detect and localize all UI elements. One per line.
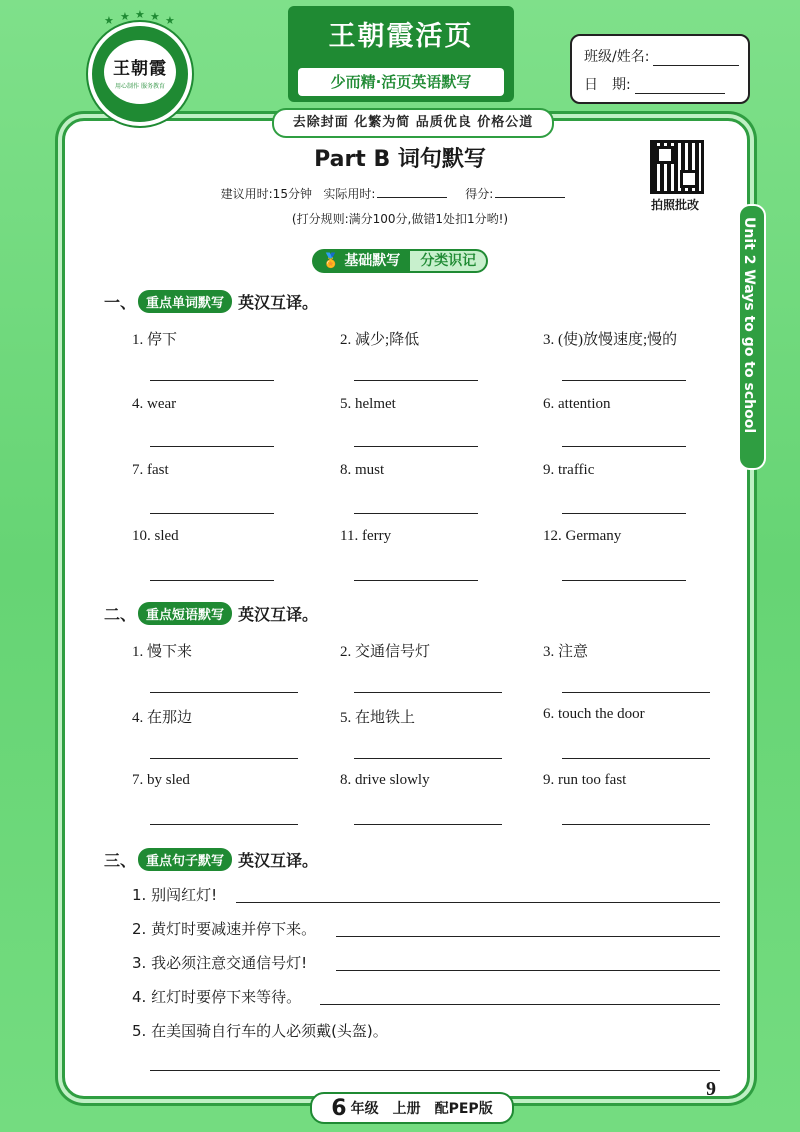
list-item: 8. drive slowly — [340, 772, 430, 788]
section-number: 一、 — [104, 293, 137, 312]
answer-blank[interactable] — [150, 513, 274, 514]
answer-blank[interactable] — [562, 580, 686, 581]
answer-blank[interactable] — [336, 936, 720, 937]
slogan-strip: 去除封面 化繁为简 品质优良 价格公道 — [272, 108, 554, 138]
banner-subtitle: 少而精·活页英语默写 — [298, 68, 504, 96]
actual-time-label: 实际用时: — [323, 187, 376, 201]
list-item: 6. attention — [543, 396, 611, 412]
answer-blank[interactable] — [150, 1070, 720, 1071]
answer-blank[interactable] — [562, 513, 686, 514]
list-item: 2. 交通信号灯 — [340, 644, 431, 660]
list-item: 1. 慢下来 — [132, 644, 193, 660]
pill-right: 分类识记 — [410, 249, 488, 273]
section-tag: 重点单词默写 — [138, 290, 232, 313]
section-heading — [104, 290, 318, 313]
star-icon: ★ — [120, 10, 130, 23]
grade-number: 6 — [331, 1095, 347, 1121]
answer-blank[interactable] — [236, 902, 720, 903]
section-tag: 重点短语默写 — [138, 602, 232, 625]
sentence-item: 3. 我必须注意交通信号灯! — [132, 954, 308, 972]
star-icon: ★ — [165, 14, 175, 27]
qr-label: 拍照批改 — [650, 198, 699, 212]
list-item: 5. 在地铁上 — [340, 710, 416, 726]
top-banner — [288, 6, 514, 102]
section-number: 三、 — [104, 851, 137, 870]
logo-text: 王朝霞 — [113, 59, 167, 79]
date-row[interactable] — [584, 74, 725, 94]
grade-text: 年级 上册 配PEP版 — [350, 1101, 493, 1117]
class-name-row[interactable] — [584, 46, 739, 66]
answer-blank[interactable] — [354, 580, 478, 581]
list-item: 6. touch the door — [543, 706, 645, 722]
time-score-line — [0, 185, 800, 202]
list-item: 7. fast — [132, 462, 169, 478]
page-title: Part B 词句默写 — [314, 147, 486, 172]
answer-blank[interactable] — [354, 824, 502, 825]
answer-blank[interactable] — [150, 446, 274, 447]
answer-blank[interactable] — [354, 513, 478, 514]
answer-blank[interactable] — [562, 824, 710, 825]
list-item: 10. sled — [132, 528, 179, 544]
answer-blank[interactable] — [150, 758, 298, 759]
section-heading — [104, 848, 318, 871]
section-instruction: 英汉互译。 — [238, 605, 319, 624]
star-icon: ★ — [135, 8, 145, 21]
unit-side-label: Unit 2 Ways to go to school — [741, 217, 757, 434]
answer-blank[interactable] — [150, 380, 274, 381]
sentence-item: 5. 在美国骑自行车的人必须戴(头盔)。 — [132, 1022, 388, 1040]
list-item: 12. Germany — [543, 528, 622, 544]
class-name-label: 班级/姓名: — [584, 49, 650, 65]
logo-subtext: 用心制作 服务教育 — [115, 83, 165, 90]
section-heading — [104, 602, 318, 625]
sentence-item: 2. 黄灯时要减速并停下来。 — [132, 920, 317, 938]
answer-blank[interactable] — [354, 692, 502, 693]
answer-blank[interactable] — [150, 824, 298, 825]
actual-time-blank[interactable] — [377, 197, 447, 198]
star-icon: ★ — [104, 14, 114, 27]
banner-title: 王朝霞活页 — [328, 21, 474, 52]
answer-blank[interactable] — [562, 380, 686, 381]
list-item: 8. must — [340, 462, 385, 478]
answer-blank[interactable] — [354, 380, 478, 381]
list-item: 9. run too fast — [543, 772, 627, 788]
section-instruction: 英汉互译。 — [238, 851, 319, 870]
list-item: 11. ferry — [340, 528, 392, 544]
answer-blank[interactable] — [150, 692, 298, 693]
section-tag: 重点句子默写 — [138, 848, 232, 871]
answer-blank[interactable] — [150, 580, 274, 581]
list-item: 7. by sled — [132, 772, 190, 788]
section-instruction: 英汉互译。 — [238, 293, 319, 312]
list-item: 1. 停下 — [132, 332, 178, 348]
category-pill — [312, 249, 488, 273]
brand-logo — [88, 8, 192, 126]
answer-blank[interactable] — [562, 758, 710, 759]
date-blank[interactable] — [635, 77, 725, 94]
answer-blank[interactable] — [562, 692, 710, 693]
star-icon: ★ — [150, 10, 160, 23]
list-item: 3. (使)放慢速度;慢的 — [543, 332, 678, 348]
suggest-time: 建议用时:15分钟 — [220, 187, 312, 201]
list-item: 2. 减少;降低 — [340, 332, 420, 348]
list-item: 4. wear — [132, 396, 177, 412]
score-label: 得分: — [465, 187, 494, 201]
scoring-rule: (打分规则:满分100分,做错1处扣1分哟!) — [291, 212, 509, 226]
grade-footer — [310, 1092, 514, 1124]
list-item: 5. helmet — [340, 396, 396, 412]
answer-blank[interactable] — [336, 970, 720, 971]
score-blank[interactable] — [495, 197, 565, 198]
pill-left: 🏅 基础默写 — [312, 249, 410, 273]
answer-blank[interactable] — [354, 446, 478, 447]
list-item: 4. 在那边 — [132, 710, 193, 726]
answer-blank[interactable] — [320, 1004, 720, 1005]
list-item: 3. 注意 — [543, 644, 589, 660]
answer-blank[interactable] — [354, 758, 502, 759]
class-name-blank[interactable] — [653, 49, 739, 66]
date-label: 日 期: — [584, 77, 631, 93]
section-number: 二、 — [104, 605, 137, 624]
list-item: 9. traffic — [543, 462, 595, 478]
page-number: 9 — [706, 1078, 716, 1100]
answer-blank[interactable] — [562, 446, 686, 447]
student-info-box — [570, 34, 750, 104]
sentence-item: 1. 别闯红灯! — [132, 886, 218, 904]
sentence-item: 4. 红灯时要停下来等待。 — [132, 988, 302, 1006]
